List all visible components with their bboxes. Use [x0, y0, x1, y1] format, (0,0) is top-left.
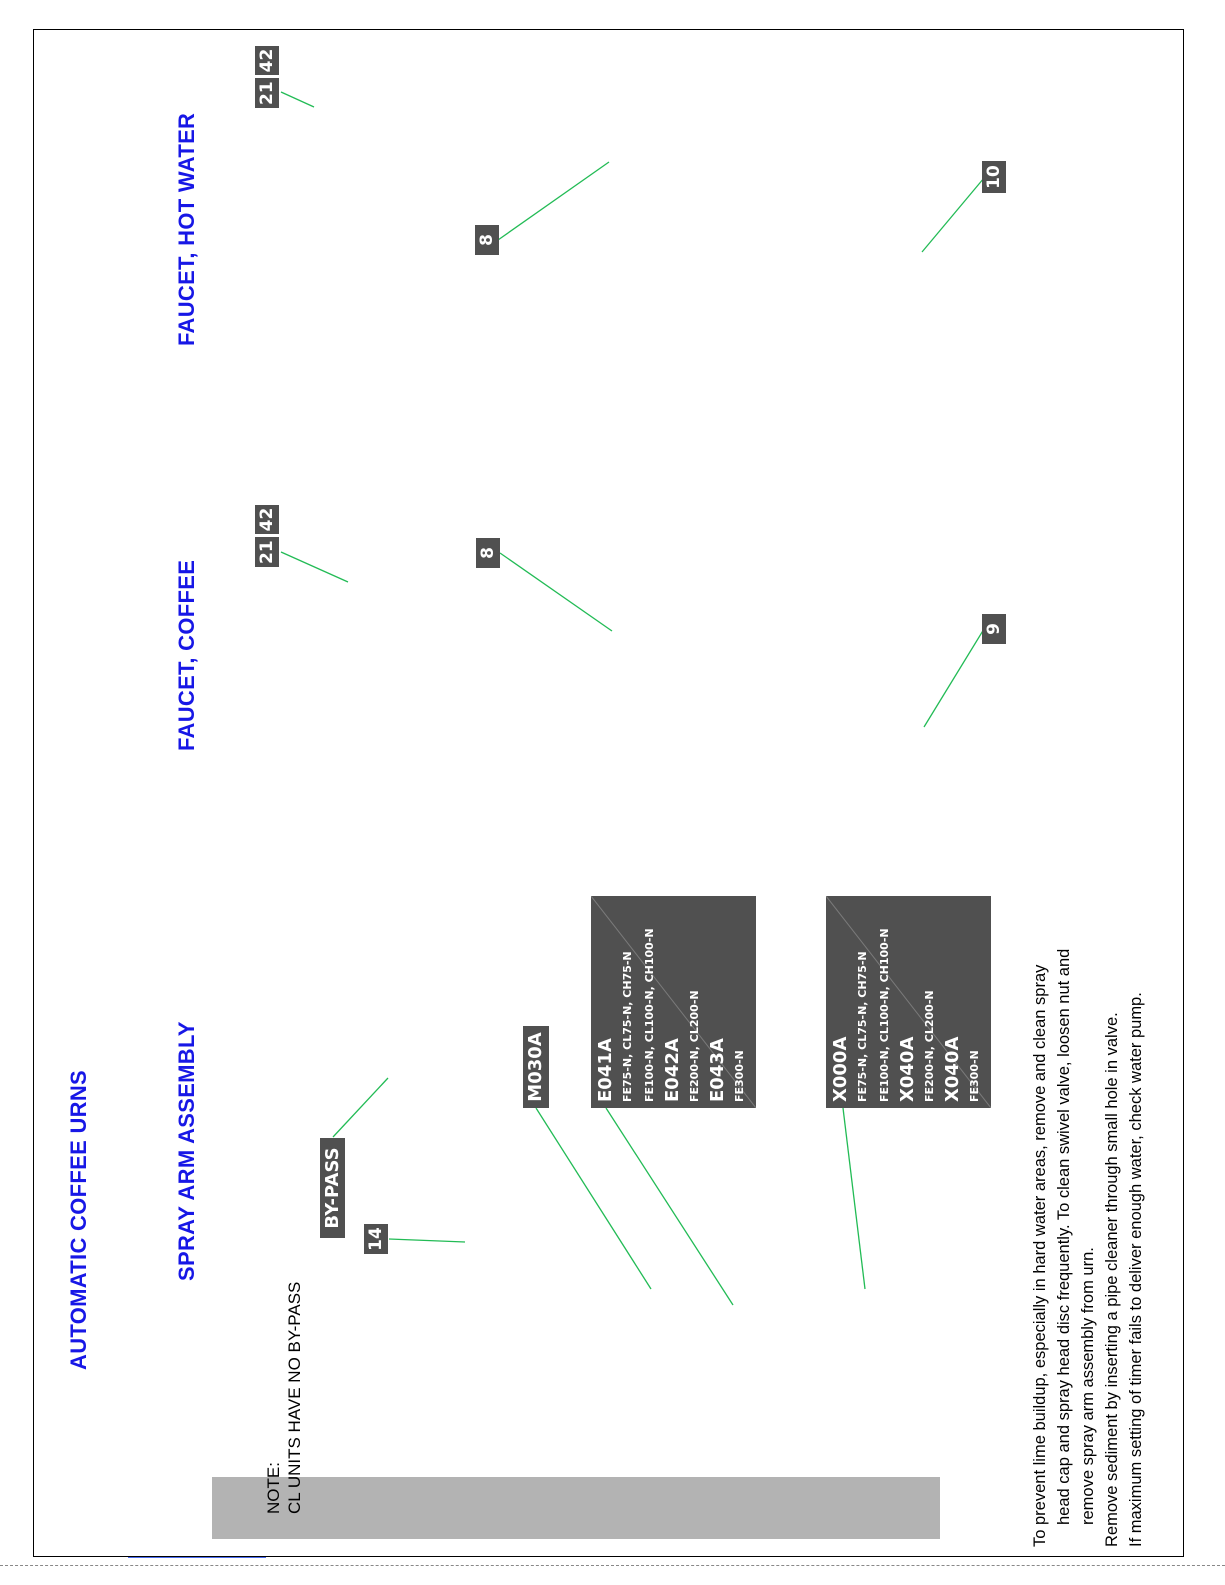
callout-42: 42: [255, 505, 279, 535]
callout-21: 21: [255, 78, 279, 108]
group-x-box: [826, 896, 991, 1108]
group-e-models-3: FE200-N, CL200-N: [688, 990, 701, 1102]
callout-bypass: BY-PASS: [320, 1138, 345, 1238]
group-x-box-wrapper: [826, 896, 991, 1108]
group-e-box-wrapper: [591, 896, 756, 1108]
leader-hot-21-42: [281, 92, 314, 107]
leader-group-e: [606, 1108, 733, 1305]
footer-link-underline: [128, 1557, 266, 1558]
group-x-code-4: X040A: [942, 1036, 963, 1102]
maintenance-line-1: To prevent lime buildup, especially in hard water areas, remove and clean spray: [1031, 964, 1049, 1547]
group-x-models-3: FE200-N, CL200-N: [923, 990, 936, 1102]
main-title: AUTOMATIC COFFEE URNS: [66, 1069, 91, 1370]
callout-spray-14: 14: [364, 1224, 388, 1254]
callout-coffee-21-42: [255, 505, 279, 567]
group-e-models-2: FE100-N, CL100-N, CH100-N: [643, 928, 656, 1102]
maintenance-line-5: If maximum setting of timer fails to deliver enough water, check water pump.: [1127, 992, 1145, 1547]
leader-hot-8: [498, 162, 609, 240]
faucet-hot-water-title: FAUCET, HOT WATER: [174, 112, 199, 346]
leader-group-x: [843, 1108, 865, 1289]
group-x-models-4: FE300-N: [968, 1050, 981, 1102]
group-x-models-1: FE75-N, CL75-N, CH75-N: [856, 951, 869, 1102]
callout-hot-water-21-42: [255, 46, 279, 108]
note-label: NOTE:: [264, 1462, 283, 1514]
note-text: CL UNITS HAVE NO BY-PASS: [285, 1281, 304, 1514]
note-block: [263, 1282, 305, 1514]
leader-coffee-21-42: [281, 552, 348, 582]
group-e-box: [591, 896, 756, 1108]
maintenance-text: [1028, 949, 1148, 1547]
leader-coffee-9: [924, 629, 984, 727]
leader-bypass: [333, 1078, 388, 1137]
maintenance-line-2: head cap and spray head disc frequently. To clean swivel valve, loosen nut and: [1055, 948, 1073, 1525]
group-x-models-2: FE100-N, CL100-N, CH100-N: [878, 928, 891, 1102]
group-e-models-1: FE75-N, CL75-N, CH75-N: [621, 951, 634, 1102]
callout-m030a: M030A: [523, 1026, 549, 1108]
group-x-code-1: X000A: [830, 1036, 851, 1102]
spray-arm-title: SPRAY ARM ASSEMBLY: [174, 1021, 199, 1281]
callout-coffee-9: 9: [982, 614, 1006, 644]
callout-hot-water-8: 8: [475, 225, 499, 255]
group-e-code-4: E043A: [707, 1038, 728, 1102]
leader-spray-14: [389, 1239, 465, 1242]
callout-coffee-8: 8: [476, 538, 500, 568]
maintenance-line-4: Remove sediment by inserting a pipe cleaner through small hole in valve.: [1103, 1012, 1121, 1547]
group-e-code-1: E041A: [595, 1038, 616, 1102]
maintenance-line-3: remove spray arm assembly from urn.: [1079, 1247, 1097, 1525]
faucet-coffee-title: FAUCET, COFFEE: [174, 559, 199, 751]
group-e-code-3: E042A: [662, 1038, 683, 1102]
leader-coffee-8: [500, 553, 612, 631]
group-e-models-4: FE300-N: [733, 1050, 746, 1102]
leader-hot-10: [922, 178, 984, 252]
group-x-code-3: X040A: [897, 1036, 918, 1102]
bottom-dashed-rule: [0, 1565, 1225, 1566]
callout-21: 21: [255, 537, 279, 567]
callout-42: 42: [255, 46, 279, 76]
leader-m030a: [536, 1108, 651, 1289]
callout-hot-water-10: 10: [982, 161, 1006, 193]
